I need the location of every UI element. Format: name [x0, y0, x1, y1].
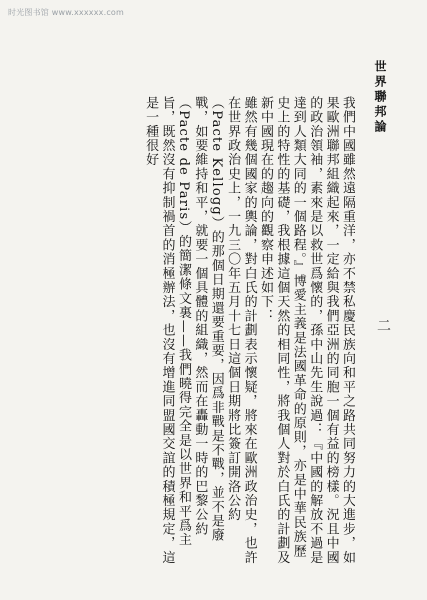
- paragraph: 雖然有幾個國家的輿論，對白氏的計劃表示懷疑，將來在歐洲政治史，也許在世界政治史上，一九三〇年五月十七日這個日期將比簽訂開洛公約（Pacte Kellogg）的那個日期還要重要，因爲非戰是不戰，並不是廢戰，如要維持和平，就要一個具體的組織，然而在轟動一時的巴黎公約（Pacte de Paris）的簡潔條文裏——我們曉得完全是以世界和平爲主旨，既然沒有抑制禍首的消極辦法，也沒有增進同盟國交誼的積極規定，這是一種很好: [143, 96, 257, 565]
- running-head: 世界聯邦論: [373, 60, 387, 135]
- page-number: 二: [375, 318, 391, 332]
- paragraph: 我們中國雖然遠隔重洋，亦不禁私慶民族向和平之路共同努力的大進步，如果歐洲聯邦組織起來，一定給與我們亞洲的同胞一個有益的榜樣。況且中國的政治領袖，素來是以救世爲懷的，孫中山先生說過：『中國的解放不過是達到人類大同的一個路程。』博愛主義是法國革命的原則，亦是中華民族歷史上的特性的基礎，我根據這個天然的相同性，將我個人對於白氏的計劃及新中國現在的趨向的觀察申述如下：: [257, 96, 355, 565]
- watermark: 时光图书馆 www.xxxxxx.com: [8, 8, 125, 17]
- body-text: [35, 96, 355, 566]
